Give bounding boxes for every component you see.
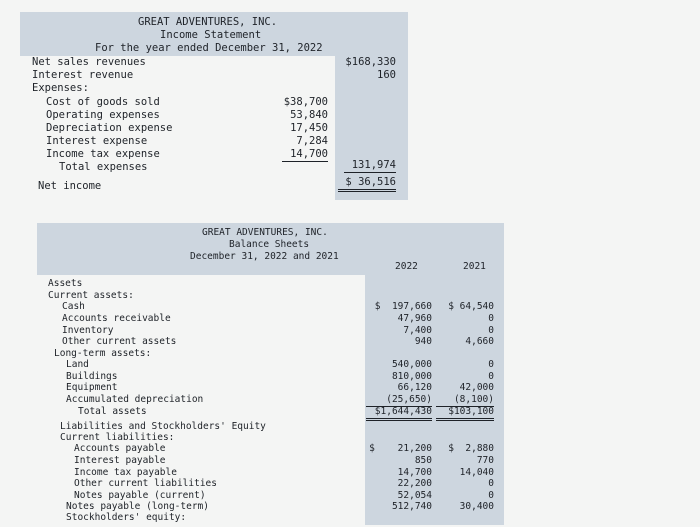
expense-label: Cost of goods sold <box>46 96 160 108</box>
balance-value-2021: (8,100) <box>436 394 494 407</box>
balance-value-2021: 770 <box>476 455 494 466</box>
balance-value-2021: 4,660 <box>465 336 494 347</box>
balance-value-2022: 810,000 <box>391 371 432 382</box>
expense-label: Interest expense <box>46 135 148 147</box>
balance-value-2021: 0 <box>488 359 494 370</box>
balance-row-label: Stockholders' equity: <box>66 512 187 523</box>
balance-value-2021: 0 <box>488 490 494 501</box>
balance-company: GREAT ADVENTURES, INC. <box>202 227 328 238</box>
balance-row-label: Other current assets <box>62 336 177 347</box>
balance-value-2021: 30,400 <box>459 501 494 512</box>
balance-value-2022: 22,200 <box>397 478 432 489</box>
expense-label: Operating expenses <box>46 109 160 121</box>
balance-row-label: Accounts payable <box>74 443 166 454</box>
balance-row-label: Inventory <box>62 325 114 336</box>
balance-row-label: Liabilities and Stockholders' Equity <box>60 421 266 432</box>
balance-value-2021: 0 <box>488 478 494 489</box>
balance-row-label: Total assets <box>78 406 147 417</box>
balance-value-2021: 14,040 <box>459 467 494 478</box>
balance-value-2022: $ 197,660 <box>374 301 432 312</box>
balance-row-label: Cash <box>62 301 85 312</box>
balance-row-label: Equipment <box>66 382 118 393</box>
income-title: Income Statement <box>160 29 262 41</box>
balance-value-2021: $103,100 <box>436 406 494 421</box>
balance-value-2022: 47,960 <box>397 313 432 324</box>
balance-row-label: Notes payable (long-term) <box>66 501 209 512</box>
balance-row-label: Long-term assets: <box>54 348 152 359</box>
net-sales-label: Net sales revenues <box>32 56 146 68</box>
balance-row-label: Interest payable <box>74 455 166 466</box>
balance-value-2022: 7,400 <box>403 325 432 336</box>
expense-label: Income tax expense <box>46 148 160 160</box>
balance-value-2022: $1,644,430 <box>366 406 432 421</box>
expense-label: Depreciation expense <box>46 122 173 134</box>
net-income-value: $ 36,516 <box>338 176 396 192</box>
balance-value-2021: $ 2,880 <box>448 443 494 454</box>
balance-row-label: Current liabilities: <box>60 432 175 443</box>
balance-value-2021: 0 <box>488 325 494 336</box>
balance-value-2022: 52,054 <box>397 490 432 501</box>
total-expenses-value: 131,974 <box>344 159 396 173</box>
income-company: GREAT ADVENTURES, INC. <box>138 16 278 28</box>
balance-value-2022: 540,000 <box>391 359 432 370</box>
balance-row-label: Income tax payable <box>74 467 177 478</box>
balance-value-2022: 940 <box>414 336 432 347</box>
interest-revenue-label: Interest revenue <box>32 69 134 81</box>
balance-value-2022: (25,650) <box>366 394 432 407</box>
expense-value: 14,700 <box>282 148 328 162</box>
balance-value-2021: 0 <box>488 371 494 382</box>
balance-row-label: Current assets: <box>48 290 134 301</box>
balance-row-label: Accounts receivable <box>62 313 171 324</box>
balance-value-2021: 42,000 <box>459 382 494 393</box>
expense-value: 53,840 <box>290 109 328 121</box>
net-income-label: Net income <box>38 180 102 192</box>
balance-row-label: Notes payable (current) <box>74 490 206 501</box>
income-period: For the year ended December 31, 2022 <box>95 42 323 54</box>
balance-value-2021: 0 <box>488 313 494 324</box>
balance-row-label: Assets <box>48 278 83 289</box>
balance-value-2022: $ 21,200 <box>369 443 432 454</box>
balance-row-label: Buildings <box>66 371 118 382</box>
balance-title: Balance Sheets <box>229 239 310 250</box>
balance-value-2022: 14,700 <box>397 467 432 478</box>
balance-row-label: Accumulated depreciation <box>66 394 204 405</box>
net-sales-value: $168,330 <box>345 56 396 68</box>
expense-value: 17,450 <box>290 122 328 134</box>
total-expenses-label: Total expenses <box>59 161 148 173</box>
balance-value-2022: 66,120 <box>397 382 432 393</box>
expense-value: $38,700 <box>283 96 328 108</box>
col-header-2022: 2022 <box>395 261 418 272</box>
balance-value-2021: $ 64,540 <box>448 301 494 312</box>
balance-period: December 31, 2022 and 2021 <box>190 251 339 262</box>
balance-value-2022: 512,740 <box>391 501 432 512</box>
interest-revenue-value: 160 <box>377 69 396 81</box>
expense-value: 7,284 <box>296 135 328 147</box>
balance-row-label: Land <box>66 359 89 370</box>
col-header-2021: 2021 <box>463 261 486 272</box>
balance-row-label: Other current liabilities <box>74 478 217 489</box>
balance-value-2022: 850 <box>414 455 432 466</box>
expenses-label: Expenses: <box>32 82 89 94</box>
